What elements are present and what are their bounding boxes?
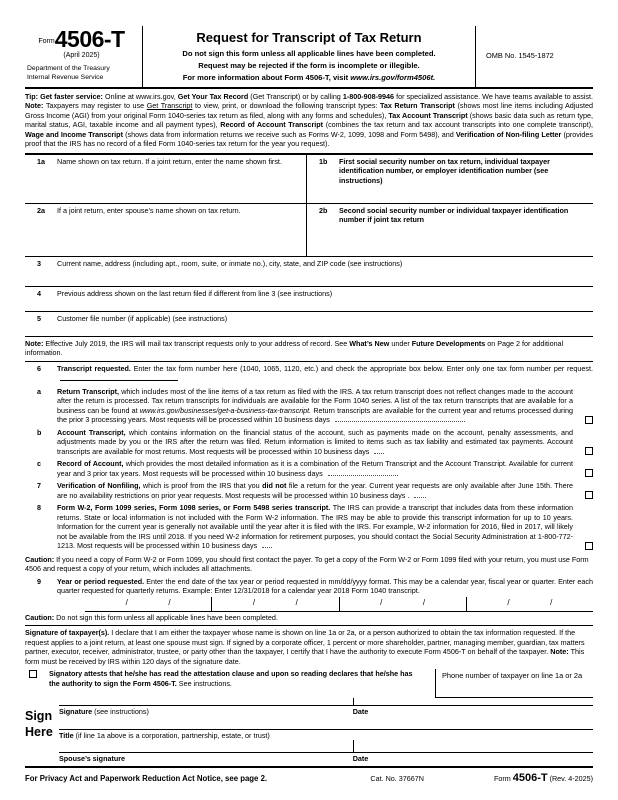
spouse-labels: [59, 752, 593, 764]
year-period-field-2[interactable]: [211, 597, 338, 611]
line-3-label: Current name, address (including apt., room, suite, or inmate no.), city, state, and ZIP code (see instructions): [57, 258, 403, 268]
dot-leader: [374, 448, 384, 454]
line-8-text: Form W-2, Form 1099 series, Form 1098 series, or Form 5498 series transcript. The IRS can provide a transcript that includes data from these information returns. State or local information is not included with the Form W-2 information. The IRS may be able to provide this transcript information for up to 10 years. Information for the current year is generally not available until the year after it is filed with the IRS. For example, W-2 information for 2016, filed in 2017, will likely not be available from the IRS until 2018. If you need W-2 information for retirement purposes, you should contact the Social Security Administration at 1-800-772-1213. Most requests will be processed within 10 business days: [57, 503, 573, 551]
field-customer-file-number-5[interactable]: [25, 312, 593, 336]
date-slash: /: [550, 598, 553, 608]
line-5-label: Customer file number (if applicable) (see instructions): [57, 313, 228, 323]
form-revision: (April 2025): [63, 52, 100, 59]
form-title-block: [143, 26, 475, 87]
line-6a-text: Return Transcript, which includes most of the line items of a tax return as filed with the IRS. A tax return transcript does not reflect changes made to the account after the return is processed. Tax return transcripts for individuals are available for the Form 1040 series. A list of the tax return transcripts that are available for a business can be found at www.irs.gov/businesses/get-a-business-tax-transcript. Return transcripts are available for the current year and returns processed during the prior 3 processing years. Most requests will be processed within 10 business days: [57, 386, 573, 425]
line-9-text: Year or period requested. Enter the end date of the tax year or period requested in mm/dd/yyyy format. This may be a calendar year, fiscal year or quarter. Enter each quarter requested for quarterly returns. Example: Enter 12/31/2018 for a calendar year 2018 Form 1040 transcript.: [57, 576, 593, 596]
checkbox-return-transcript[interactable]: [585, 416, 593, 424]
line-6c-text: Record of Account, which provides the most detailed information as it is a combination of the Return Transcript and the Account Transcript. Available for current year and 3 prior tax years. Most requests will be processed within 10 business days: [57, 459, 573, 478]
form-subtitle-3: For more information about Form 4506-T, visit www.irs.gov/form4506t.: [182, 73, 436, 83]
form-word: Form: [38, 38, 55, 45]
line-7: [25, 481, 593, 500]
tip-paragraph: Tip: Get faster service: Online at www.irs.gov, Get Your Tax Record (Get Transcript) or by calling 1-800-908-9946 for specialized assistance. We have teams available to assist. Note: Taxpayers may register to use Get Transcript to view, print, or download the following transcript types: Tax Return Transcript (shows most line items including Adjusted Gross Income (AGI) from your original Form 1040-series tax return as filed, along with any forms and schedules), Tax Account Transcript (shows basic data such as return type, marital status, AGI, taxable income and all payment types), Record of Account Transcript (combines the tax return and tax account transcripts into one complete transcript), Wage and Income Transcript (shows data from information returns we receive such as Forms W-2, 1099, 1098 and Form 5498), and Verification of Non-filing Letter (provides proof that the IRS has no record of a filed Form 1040-series tax return for the year you request).: [25, 89, 593, 155]
line-1a-label: Name shown on tax return. If a joint return, enter the name shown first.: [57, 156, 282, 166]
tax-form-number-input[interactable]: [60, 373, 178, 381]
field-spouse-name-2a[interactable]: [25, 204, 306, 256]
date-label: Date: [352, 707, 369, 717]
line-1b-number: 1b: [319, 156, 328, 166]
year-period-field-4[interactable]: [466, 597, 593, 611]
form-subtitle-2: Request may be rejected if the form is incomplete or illegible.: [198, 61, 420, 71]
line-8-number: 8: [37, 503, 41, 513]
line-2b-number: 2b: [319, 205, 328, 215]
date-slash: /: [252, 598, 256, 608]
form-number: 4506-T: [54, 26, 125, 52]
footer-form-id: Form 4506-T (Rev. 4-2025): [493, 771, 593, 784]
phone-number-field[interactable]: [435, 669, 593, 698]
spouse-date-field[interactable]: [353, 740, 593, 752]
date-slash: /: [380, 598, 383, 608]
line-7-text: Verification of Nonfiling, which is proof from the IRS that you did not file a return for the year. Current year requests are only available after June 15th. There are no availability restrictions on prior year requests. Most requests will be processed within 10 business days .: [57, 481, 574, 500]
line-6b-text: Account Transcript, which contains information on the financial status of the account, such as payments made on the account, penalty assessments, and adjustments made by you or the IRS after the return was filed. Return information is limited to items such as tax liability and estimated tax payments. Account transcripts are available for most returns. Most requests will be processed within 10 business days: [57, 427, 573, 456]
form-footer: [25, 766, 593, 786]
spouse-date-label: Date: [352, 754, 369, 764]
line-1a-number: 1a: [37, 156, 45, 166]
line-6-number: 6: [37, 363, 41, 373]
checkbox-account-transcript[interactable]: [585, 447, 593, 455]
row-4: [25, 287, 593, 312]
caution-do-not-sign: Caution: Do not sign this form unless all applicable lines have been completed.: [25, 612, 593, 627]
line-2a-label: If a joint return, enter spouse’s name shown on tax return.: [57, 205, 241, 215]
year-period-field-3[interactable]: [339, 597, 466, 611]
form-header: [25, 26, 593, 89]
signature-write-area: [59, 698, 593, 705]
checkbox-verification-of-nonfiling[interactable]: [585, 491, 593, 499]
line-4-label: Previous address shown on the last return filed if different from line 3 (see instructions): [57, 288, 333, 298]
line-3-number: 3: [37, 258, 41, 268]
field-ssn-1b[interactable]: [306, 155, 593, 203]
transcript-request-section: [25, 362, 593, 551]
line-6a: [25, 387, 593, 425]
date-slash: /: [295, 598, 298, 608]
line-6b-letter: b: [37, 427, 42, 437]
line-2a-number: 2a: [37, 205, 45, 215]
date-slash: /: [125, 598, 128, 608]
title-write-area: [59, 717, 593, 729]
form-subtitle-1: Do not sign this form unless all applicable lines have been completed.: [182, 49, 436, 59]
checkbox-record-of-account[interactable]: [585, 469, 593, 477]
date-slash: /: [422, 598, 426, 608]
signature-declaration: Signature of taxpayer(s). I declare that I am either the taxpayer whose name is shown on line 1a or 2a, or a person authorized to obtain the tax information requested. If the request applies to a joint return, at least one spouse must sign. If signed by a corporate officer, 1 percent or more shareholder, partner, managing member, guardian, tax matters partner, executor, receiver, administrator, trustee, or party other than the taxpayer, I certify that I have the authority to execute Form 4506-T on behalf of the taxpayer. Note: This form must be received by IRS within 120 days of the signature date.: [25, 628, 585, 666]
line-6c: [25, 459, 593, 478]
omb-number: OMB No. 1545-1872: [475, 26, 593, 87]
signature-date-field[interactable]: [353, 698, 593, 705]
row-2: [25, 204, 593, 257]
year-period-grid: [85, 597, 593, 612]
form-number-block: [25, 26, 143, 87]
line-9: [25, 577, 593, 596]
form-title: Request for Transcript of Tax Return: [196, 30, 422, 45]
date-slash: /: [507, 598, 510, 608]
checkbox-w2-1099-transcript[interactable]: [585, 542, 593, 550]
line-4-number: 4: [37, 288, 41, 298]
row-1: [25, 155, 593, 204]
line-9-number: 9: [37, 576, 41, 586]
title-labels: [59, 729, 593, 741]
dot-leader: [328, 470, 398, 476]
field-current-address-3[interactable]: [25, 257, 593, 286]
field-previous-address-4[interactable]: [25, 287, 593, 311]
title-field[interactable]: [59, 717, 353, 729]
signature-labels: [59, 705, 593, 717]
row-3: [25, 257, 593, 287]
year-period-field-1[interactable]: [85, 597, 211, 611]
dot-leader: [335, 416, 465, 422]
agency-name: Department of the Treasury Internal Revenue Service: [27, 65, 110, 81]
spouse-signature-label: Spouse’s signature: [59, 754, 126, 764]
attestation-text: Signatory attests that he/she has read the attestation clause and upon so reading declares that he/she has the authority to sign the Form 4506-T. See instructions.: [49, 669, 413, 688]
title-label: Title (if line 1a above is a corporation, partnership, estate, or trust): [59, 730, 270, 740]
attestation-left: [25, 669, 435, 698]
line-2b-label: Second social security number or individual taxpayer identification number if joint tax return: [339, 205, 569, 225]
phone-number-label: Phone number of taxpayer on line 1a or 2a: [442, 671, 583, 681]
line-1b-label: First social security number on tax return, individual taxpayer identification number, or employer identification number (see instructions): [339, 156, 550, 185]
signature-label: Signature (see instructions): [59, 707, 149, 717]
row-5: [25, 312, 593, 337]
signature-rows: [59, 698, 593, 764]
date-slash: /: [168, 598, 171, 608]
spouse-signature-field[interactable]: [59, 740, 353, 752]
dot-leader: [414, 492, 426, 498]
dot-leader: [262, 542, 272, 548]
line-5-number: 5: [37, 313, 41, 323]
line-6: [25, 364, 593, 384]
attestation-row: [25, 669, 593, 698]
line-6-text: Transcript requested. Enter the tax form number here (1040, 1065, 1120, etc.) and check the appropriate box below. Enter only one tax form number per request.: [53, 364, 593, 384]
sign-here-section: [25, 698, 593, 764]
line-8: [25, 503, 593, 551]
line-6c-letter: c: [37, 459, 41, 469]
caution-w2-copy: Caution: If you need a copy of Form W-2 or Form 1099, you should first contact the payer. To get a copy of the Form W-2 or Form 1099 filed with your return, you must use Form 4506 and request a copy of your return, which includes all attachments.: [25, 554, 589, 574]
spouse-write-area: [59, 740, 593, 752]
signature-field[interactable]: [59, 698, 353, 705]
checkbox-signatory-attestation[interactable]: [29, 670, 37, 678]
address-of-record-note: Note: Effective July 2019, the IRS will mail tax transcript requests only to your address of record. See What’s New under Future Developments on Page 2 for additional information.: [25, 337, 593, 362]
privacy-notice: For Privacy Act and Paperwork Reduction Act Notice, see page 2.: [25, 773, 268, 783]
line-7-number: 7: [37, 481, 41, 491]
title-field-right[interactable]: [353, 717, 593, 729]
line-6b: [25, 428, 593, 457]
field-name-1a[interactable]: [25, 155, 306, 203]
line-6a-letter: a: [37, 386, 41, 396]
field-spouse-ssn-2b[interactable]: [306, 204, 593, 256]
catalog-number: Cat. No. 37667N: [370, 773, 424, 783]
sign-here-label: Sign Here: [25, 709, 53, 740]
